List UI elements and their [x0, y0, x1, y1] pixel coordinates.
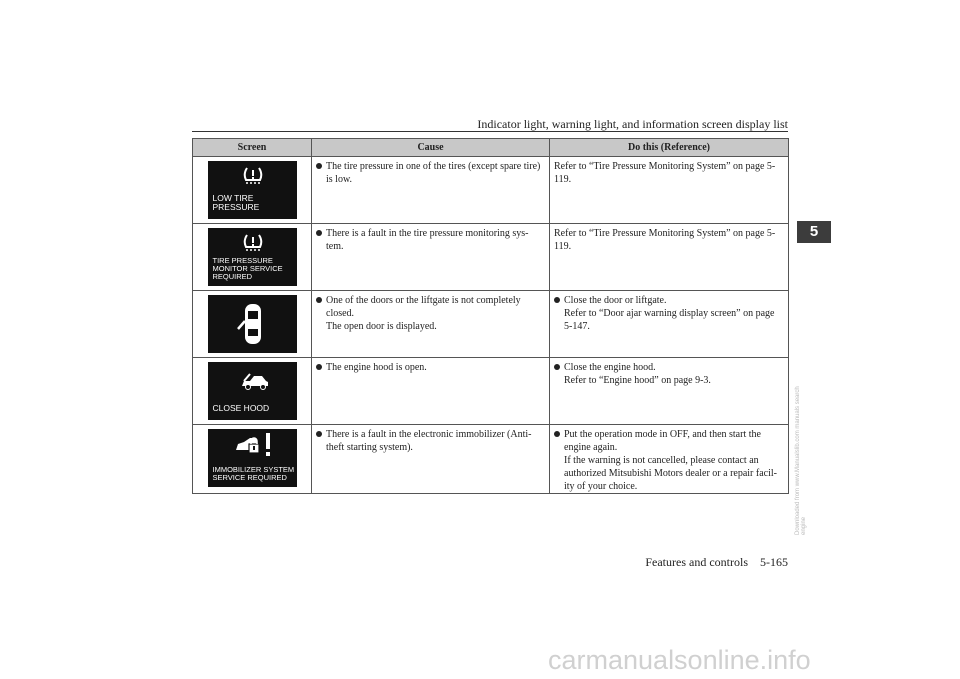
page-header: Indicator light, warning light, and information screen display list	[477, 117, 788, 131]
display-list-table	[192, 138, 789, 494]
immobilizer-warning-icon	[234, 432, 276, 458]
action-extra-text: Refer to “Engine hood” on page 9-3.	[564, 375, 711, 386]
table-header-row	[193, 139, 789, 157]
action-cell	[550, 291, 789, 358]
screen-message: TIRE PRESSURE MONITOR SERVICE REQUIRED	[212, 256, 283, 281]
action-text: Refer to “Tire Pressure Monitoring System” on page 5-119.	[554, 161, 776, 185]
action-text: Put the operation mode in OFF, and then start the engine again.	[564, 429, 761, 453]
action-cell	[550, 157, 789, 224]
table-row	[193, 291, 789, 358]
side-watermark: Downloaded from www.Manualslib.com manuals search engine	[795, 386, 807, 535]
bullet-icon	[316, 431, 322, 437]
bullet-icon	[316, 297, 322, 303]
site-watermark: carmanualsonline.info	[548, 645, 811, 675]
cause-cell	[312, 224, 550, 291]
tire-pressure-icon	[242, 232, 264, 254]
table-row	[193, 157, 789, 224]
table-row	[193, 425, 789, 494]
action-text: Refer to “Tire Pressure Monitoring System” on page 5-119.	[554, 228, 776, 252]
cause-text: The tire pressure in one of the tires (except spare tire) is low.	[326, 161, 541, 185]
action-cell	[550, 358, 789, 425]
chapter-tab: 5	[797, 221, 831, 243]
bullet-icon	[554, 431, 560, 437]
bullet-icon	[316, 364, 322, 370]
screen-message: LOW TIRE PRESSURE	[212, 193, 260, 212]
cause-text: The engine hood is open.	[326, 362, 427, 373]
header-action: Do this (Reference)	[550, 139, 789, 157]
screen-cell	[193, 358, 312, 425]
action-extra-text: If the warning is not cancelled, please contact an authorized Mitsubishi Motors dealer or a repair facil-ity of your choice.	[564, 455, 777, 492]
action-text: Close the door or liftgate.	[564, 295, 667, 306]
screen-message: IMMOBILIZER SYSTEM SERVICE REQUIRED	[212, 465, 295, 482]
screen-cell	[193, 291, 312, 358]
door-open-car-icon	[236, 301, 270, 347]
display-screen	[208, 429, 297, 487]
table-row	[193, 224, 789, 291]
action-extra-text: Refer to “Door ajar warning display screen” on page 5-147.	[564, 308, 775, 332]
action-cell	[550, 425, 789, 494]
header-cause: Cause	[312, 139, 550, 157]
bullet-icon	[554, 364, 560, 370]
footer-page-number: 5-165	[760, 555, 788, 569]
hood-open-car-icon	[240, 372, 270, 392]
bullet-icon	[316, 163, 322, 169]
display-screen	[208, 362, 297, 420]
screen-cell	[193, 425, 312, 494]
footer-section: Features and controls	[645, 555, 748, 569]
cause-cell	[312, 291, 550, 358]
display-screen	[208, 161, 297, 219]
cause-text: There is a fault in the tire pressure monitoring sys-tem.	[326, 228, 529, 252]
page-footer	[600, 555, 788, 570]
cause-cell	[312, 358, 550, 425]
screen-cell	[193, 157, 312, 224]
action-text: Close the engine hood.	[564, 362, 656, 373]
header-rule	[192, 131, 788, 132]
bullet-icon	[554, 297, 560, 303]
screen-cell	[193, 224, 312, 291]
action-cell	[550, 224, 789, 291]
display-screen	[208, 295, 297, 353]
cause-cell	[312, 157, 550, 224]
bullet-icon	[316, 230, 322, 236]
cause-cell	[312, 425, 550, 494]
screen-message: CLOSE HOOD	[212, 403, 270, 413]
header-screen: Screen	[193, 139, 312, 157]
cause-text: There is a fault in the electronic immobilizer (Anti-theft starting system).	[326, 429, 532, 453]
cause-extra-text: The open door is displayed.	[326, 321, 437, 332]
tire-pressure-icon	[242, 165, 264, 187]
display-screen	[208, 228, 297, 286]
table-row	[193, 358, 789, 425]
cause-text: One of the doors or the liftgate is not completely closed.	[326, 295, 521, 319]
